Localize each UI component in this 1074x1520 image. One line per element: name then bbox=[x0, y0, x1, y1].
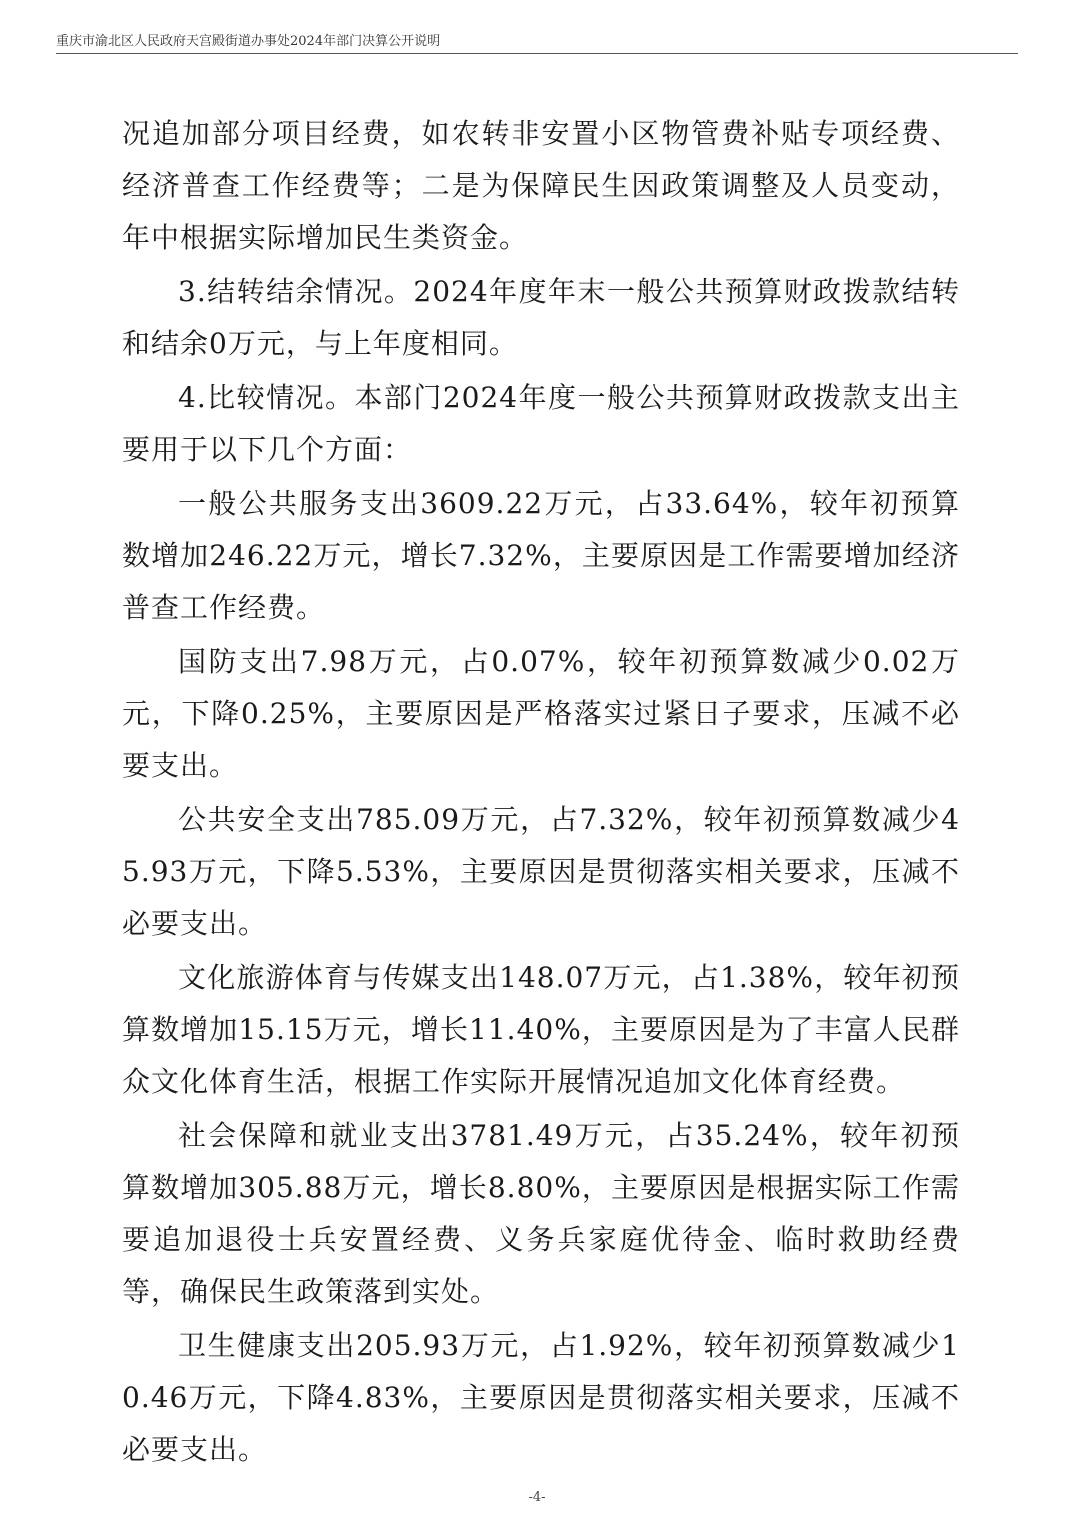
paragraph-continuation: 况追加部分项目经费，如农转非安置小区物管费补贴专项经费、经济普查工作经费等；二是为保障民生因政策调整及人员变动，年中根据实际增加民生类资金。 bbox=[122, 117, 960, 254]
paragraph-health: 卫生健康支出205.93万元，占1.92%，较年初预算数减少10.46万元，下降4.83%，主要原因是贯彻落实相关要求，压减不必要支出。 bbox=[122, 1329, 960, 1466]
paragraph-national-defense: 国防支出7.98万元，占0.07%，较年初预算数减少0.02万元，下降0.25%，主要原因是严格落实过紧日子要求，压减不必要支出。 bbox=[122, 645, 960, 782]
paragraph-culture-tourism-sports: 文化旅游体育与传媒支出148.07万元，占1.38%，较年初预算数增加15.15万元，增长11.40%，主要原因是为了丰富人民群众文化体育生活，根据工作实际开展情况追加文化体育经费。 bbox=[122, 961, 960, 1098]
paragraph-public-security: 公共安全支出785.09万元，占7.32%，较年初预算数减少45.93万元，下降5.53%，主要原因是贯彻落实相关要求，压减不必要支出。 bbox=[122, 803, 960, 940]
header-divider bbox=[56, 53, 1018, 54]
document-header: 重庆市渝北区人民政府天宫殿街道办事处2024年部门决算公开说明 bbox=[56, 34, 441, 49]
document-body bbox=[122, 108, 960, 1476]
paragraph-general-public-services: 一般公共服务支出3609.22万元，占33.64%，较年初预算数增加246.22万元，增长7.32%，主要原因是工作需要增加经济普查工作经费。 bbox=[122, 487, 960, 624]
page-number: -4- bbox=[528, 1490, 546, 1505]
paragraph-comparison-intro: 4.比较情况。本部门2024年度一般公共预算财政拨款支出主要用于以下几个方面： bbox=[122, 381, 960, 466]
paragraph-social-security-employment: 社会保障和就业支出3781.49万元，占35.24%，较年初预算数增加305.88万元，增长8.80%，主要原因是根据实际工作需要追加退役士兵安置经费、义务兵家庭优待金、临时救助经费等，确保民生政策落到实处。 bbox=[122, 1119, 960, 1308]
paragraph-carryover-balance: 3.结转结余情况。2024年度年末一般公共预算财政拨款结转和结余0万元，与上年度相同。 bbox=[122, 275, 960, 360]
